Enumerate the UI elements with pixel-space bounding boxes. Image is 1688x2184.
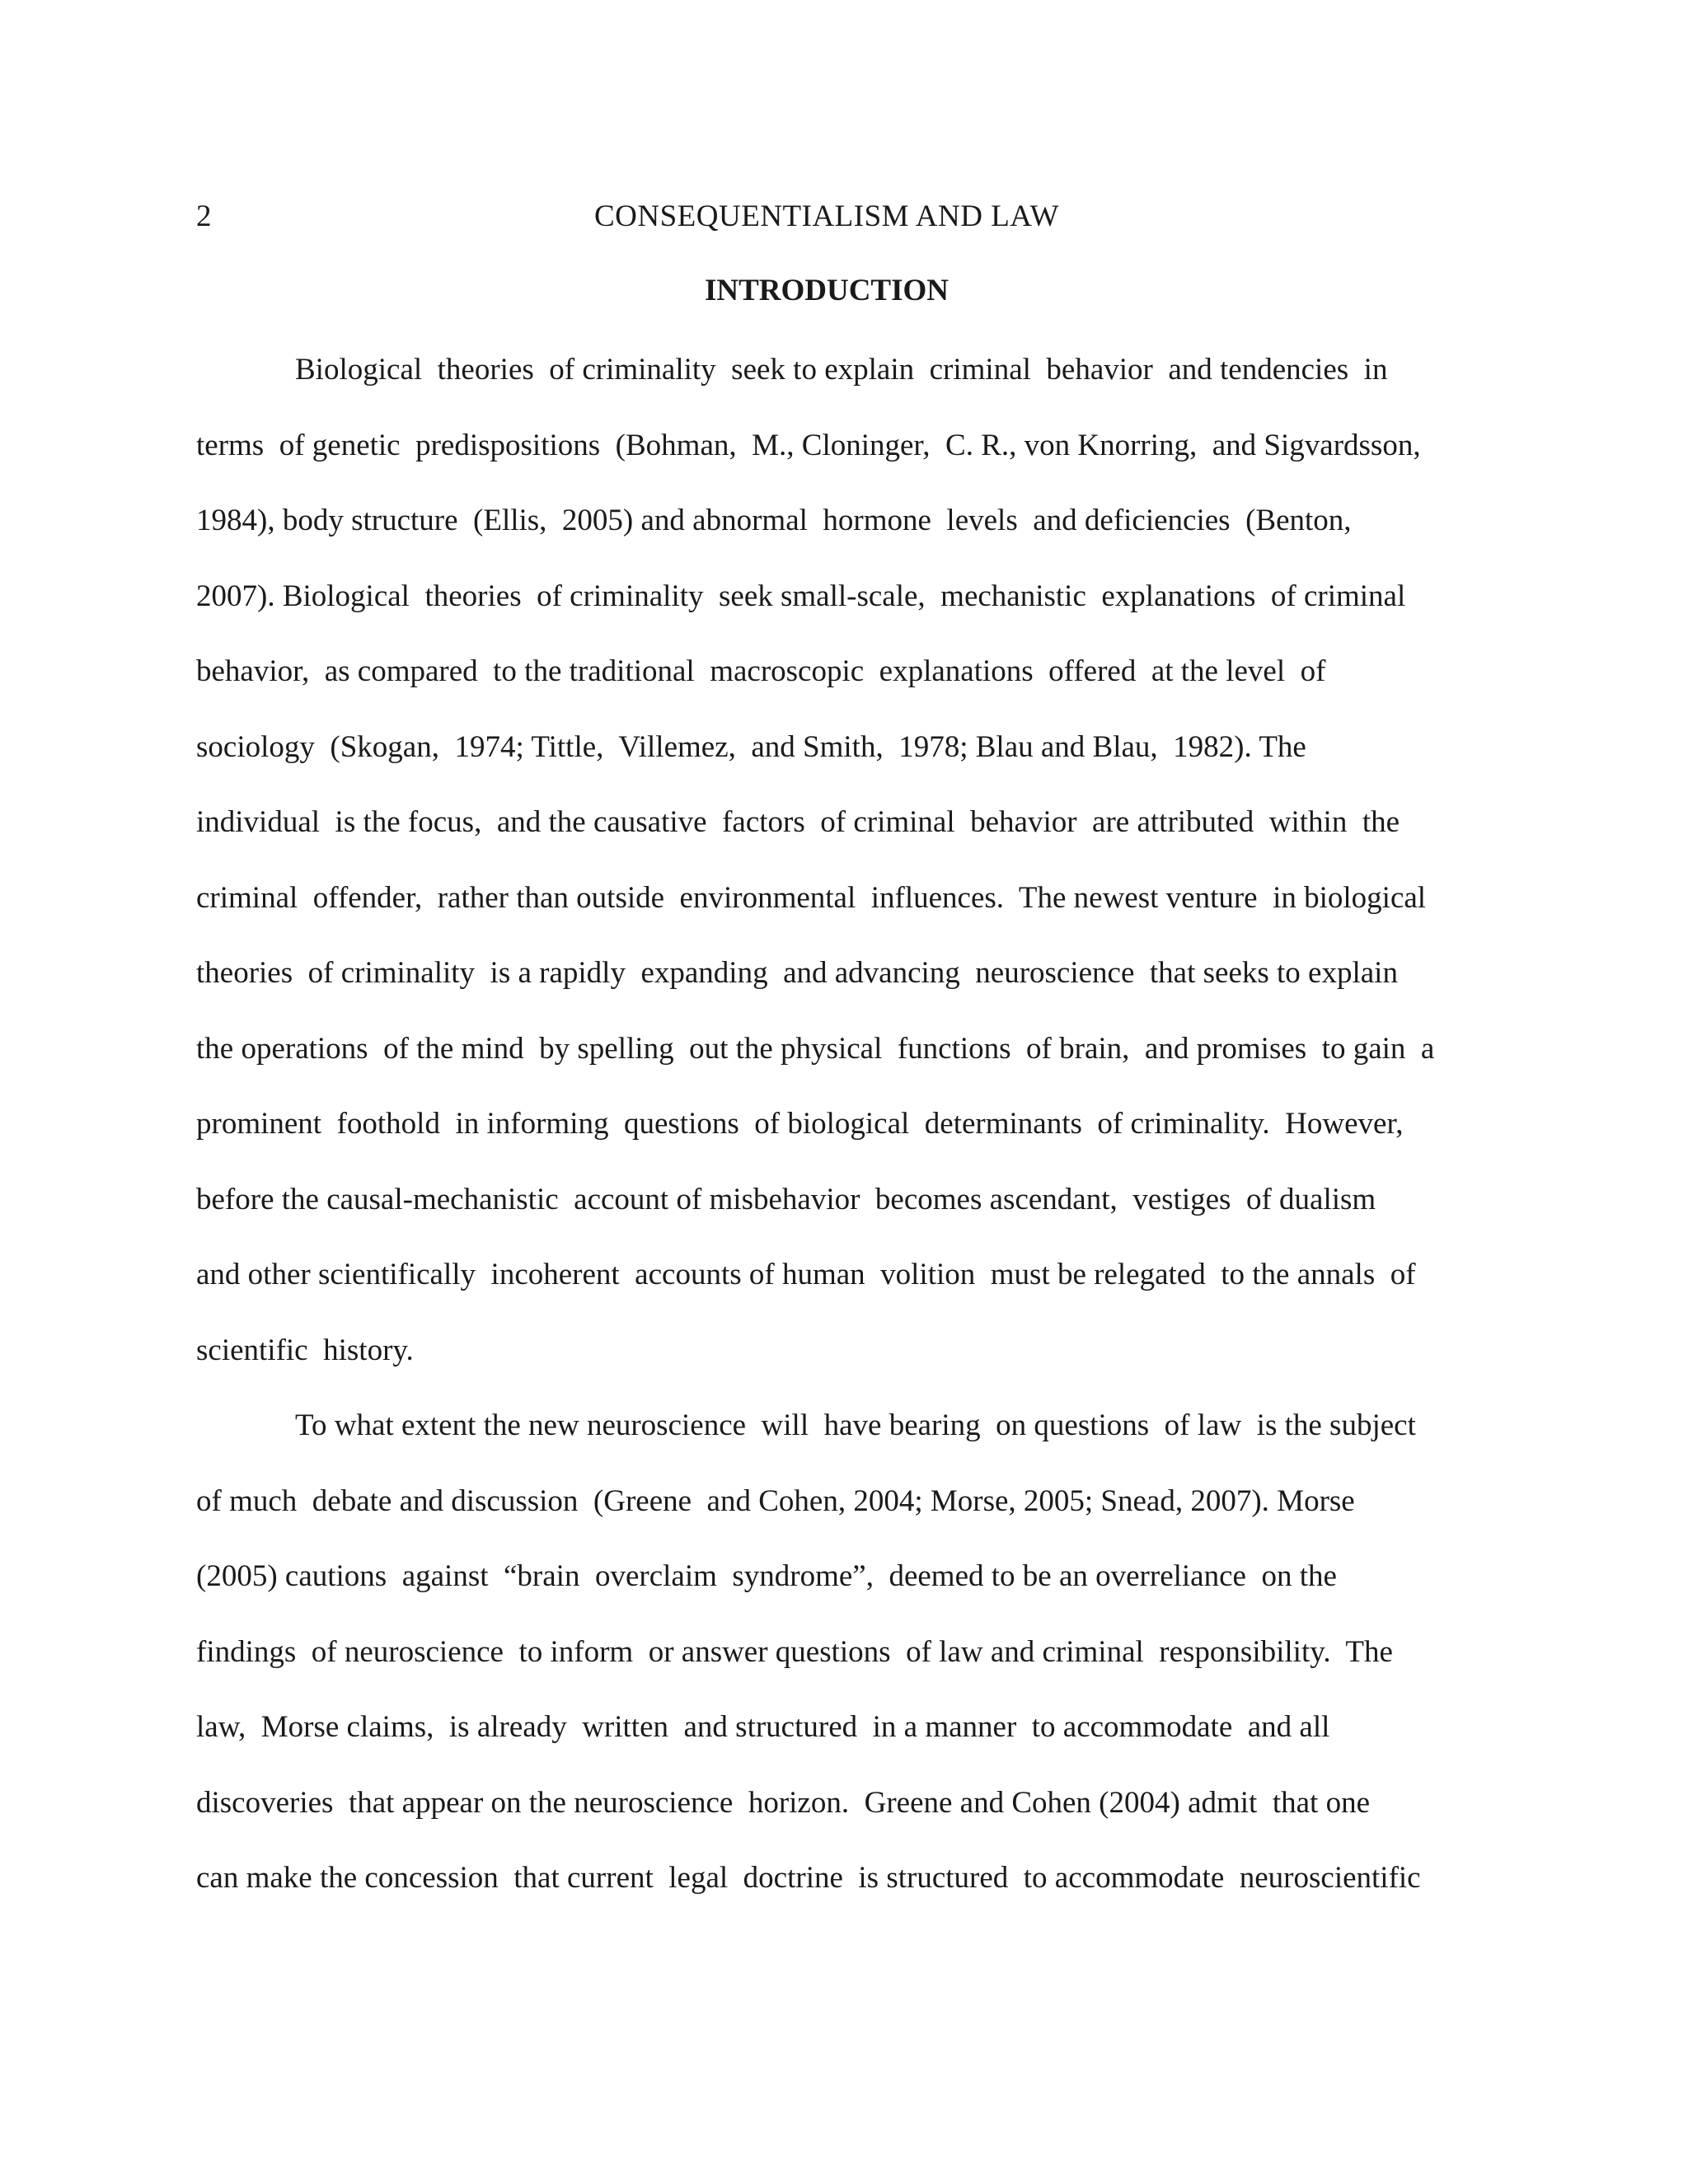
paragraph-1-line: before the causal-mechanistic account of misbehavior becomes ascendant, vestiges of dualism — [196, 1182, 1376, 1216]
paragraph-2-line: findings of neuroscience to inform or answer questions of law and criminal responsibility. The — [196, 1634, 1393, 1669]
paragraph-2-line: can make the concession that current legal doctrine is structured to accommodate neuroscientific — [196, 1861, 1421, 1895]
page-number: 2 — [196, 199, 212, 233]
paragraph-1-line: sociology (Skogan, 1974; Tittle, Villemez, and Smith, 1978; Blau and Blau, 1982). The — [196, 729, 1306, 764]
page-header — [196, 196, 1457, 237]
paragraph-2-line: (2005) cautions against “brain overclaim syndrome”, deemed to be an overreliance on the — [196, 1559, 1337, 1593]
paragraph-1-line: scientific history. — [196, 1333, 414, 1367]
paragraph-2-line: of much debate and discussion (Greene and Cohen, 2004; Morse, 2005; Snead, 2007). Morse — [196, 1483, 1355, 1518]
paragraph-1-line: individual is the focus, and the causative factors of criminal behavior are attributed within the — [196, 805, 1400, 839]
paragraph-1-line: prominent foothold in informing questions of biological determinants of criminality. However, — [196, 1107, 1404, 1141]
body-text — [196, 332, 1457, 1916]
paragraph-1-line: criminal offender, rather than outside environmental influences. The newest venture in biological — [196, 880, 1427, 915]
paragraph-1-line: behavior, as compared to the traditional macroscopic explanations offered at the level of — [196, 654, 1326, 688]
paragraph-1-line: 2007). Biological theories of criminality seek small-scale, mechanistic explanations of criminal — [196, 579, 1406, 613]
paragraph-2-line: To what extent the new neuroscience will have bearing on questions of law is the subject — [295, 1408, 1416, 1442]
running-head: CONSEQUENTIALISM AND LAW — [593, 199, 1059, 233]
paragraph-1-line: terms of genetic predispositions (Bohman, M., Cloninger, C. R., von Knorring, and Sigvardsson, — [196, 428, 1421, 462]
paragraph-1-line: and other scientifically incoherent accounts of human volition must be relegated to the annals of — [196, 1258, 1416, 1291]
paragraph-1-line: 1984), body structure (Ellis, 2005) and abnormal hormone levels and deficiencies (Benton, — [196, 504, 1352, 537]
paragraph-2-line: law, Morse claims, is already written and structured in a manner to accommodate and all — [196, 1710, 1330, 1744]
paragraph-1-line: the operations of the mind by spelling out the physical functions of brain, and promises to gain a — [196, 1031, 1435, 1066]
paragraph-1-line: theories of criminality is a rapidly expanding and advancing neuroscience that seeks to explain — [196, 956, 1398, 990]
section-heading: INTRODUCTION — [704, 274, 950, 307]
paragraph-2-line: discoveries that appear on the neuroscience horizon. Greene and Cohen (2004) admit that one — [196, 1785, 1370, 1820]
paragraph-1-line: Biological theories of criminality seek to explain criminal behavior and tendencies in — [295, 353, 1388, 387]
